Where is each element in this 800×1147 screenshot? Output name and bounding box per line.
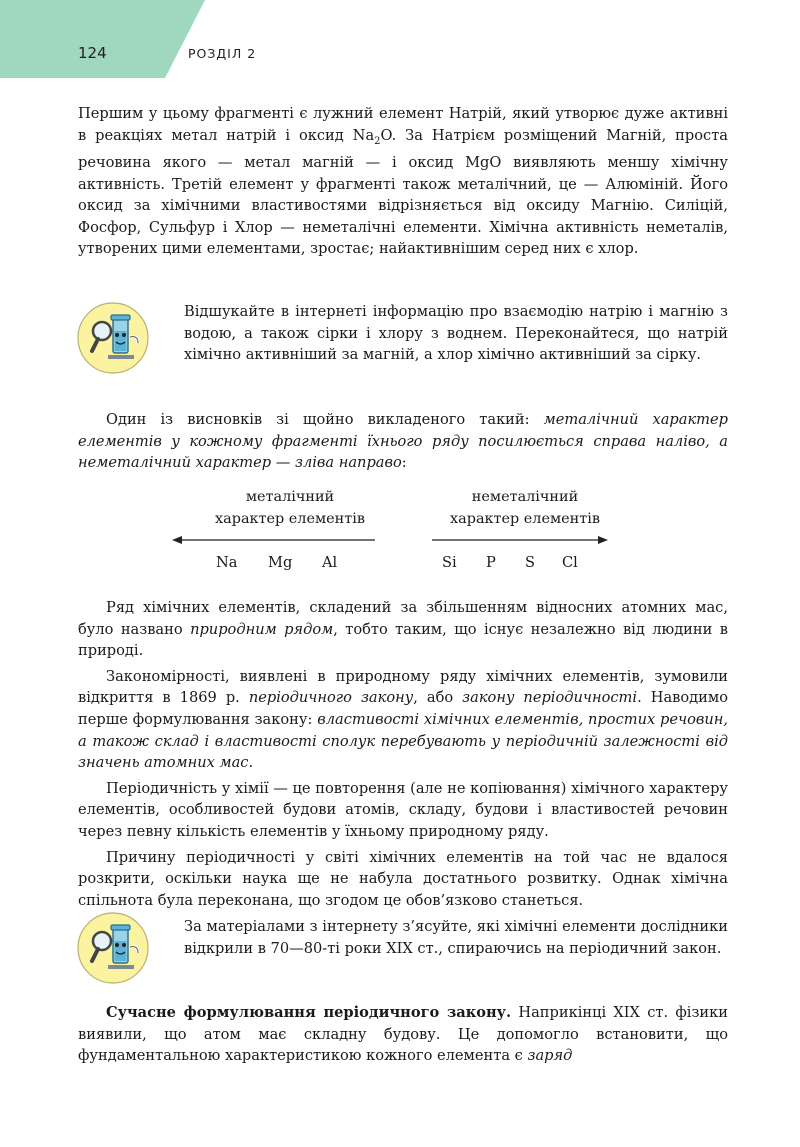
paragraph-conclusion: Один із висновків зі щойно викладеного такий: металічний характер елементів у кожному фрагменті їхнього ряду посилюється справа наліво, а неметалічний характер — зліва направо: xyxy=(78,411,728,472)
arrow-left-head xyxy=(172,536,182,544)
page-header xyxy=(0,0,800,80)
header-band xyxy=(0,0,205,78)
metal-label: металічний характер елементів xyxy=(215,489,365,527)
page-number: 124 xyxy=(78,44,107,62)
task-2-text: За матеріалами з інтернету з’ясуйте, які хімічні елементи дослідники відкрили в 70—80-ті роки XIX ст., спираючись на періодичний закон. xyxy=(184,918,728,957)
element-na: Na xyxy=(216,554,238,571)
paragraph-natrium: Першим у цьому фрагменті є лужний елемент Натрій, який утворює дуже активні в реакціях метал натрій і оксид $Na_2O$. За Натрієм розміщений Магній, проста речовина якого — метал магній — і оксид MgO виявляють меншу хімічну активність. Третій елемент у фрагменті також металічний, це — Алюміній. Його оксид за хімічними властивостями відрізняється від оксиду Магнію. Силіцій, Фосфор, Сульфур і Хлор — неметалічні елементи. Хімічна активність неметалів, утворених цими елементами, зростає; найактивнішим серед них є хлор. xyxy=(78,105,728,258)
element-si: Si xyxy=(442,554,457,571)
character-scheme xyxy=(170,486,630,586)
element-s: S xyxy=(525,554,535,571)
element-mg: Mg xyxy=(268,554,293,571)
research-task-icon xyxy=(76,301,150,375)
nonmetal-label: неметалічний характер елементів xyxy=(450,489,600,527)
element-cl: Cl xyxy=(562,554,578,571)
task-1-text: Відшукайте в інтернеті інформацію про взаємодію натрію і магнію з водою, а також сірки і хлору з воднем. Переконайтеся, що натрій хімічно активніший за магній, а хлор хімічно активніший за сірку. xyxy=(184,303,728,364)
element-al: Al xyxy=(322,554,338,571)
research-task-icon-2 xyxy=(76,911,150,985)
main-text: Ряд хімічних елементів, складений за збільшенням відносних атомних мас, було названо природним рядом, тобто таким, що існує незалежно від людини в природі. Закономірності, виявлені в природному ряду хімічних елементів, зумовили відкриття в 1869 р. періодичного закону, або закону періодичності. Наводимо перше формулювання закону: властивості хімічних елементів, простих речовин, а також склад і властивості сполук перебувають у періодичній залежності від значень атомних мас. Періодичність у хімії — це повторення (але не копіювання) хімічного характеру елементів, особливостей будови атомів, складу, будови і властивостей речовин через певну кількість елементів у їхньому природному ряду. Причину періодичності у світі хімічних елементів на той час не вдалося розкрити, оскільки наука ще не набула достатнього розвитку. Однак хімічна спільнота була переконана, що згодом це обов’язково станеться. xyxy=(78,599,729,909)
paragraph-modern-law: Сучасне формулювання періодичного закону. Наприкінці XIX ст. фізики виявили, що атом має складну будову. Це допомогло встановити, що фундаментальною характеристикою кожного елемента є заряд xyxy=(78,1004,728,1065)
section-label: РОЗДІЛ 2 xyxy=(188,46,257,61)
arrow-right-head xyxy=(598,536,608,544)
arrows xyxy=(170,534,630,546)
element-p: P xyxy=(486,554,496,571)
